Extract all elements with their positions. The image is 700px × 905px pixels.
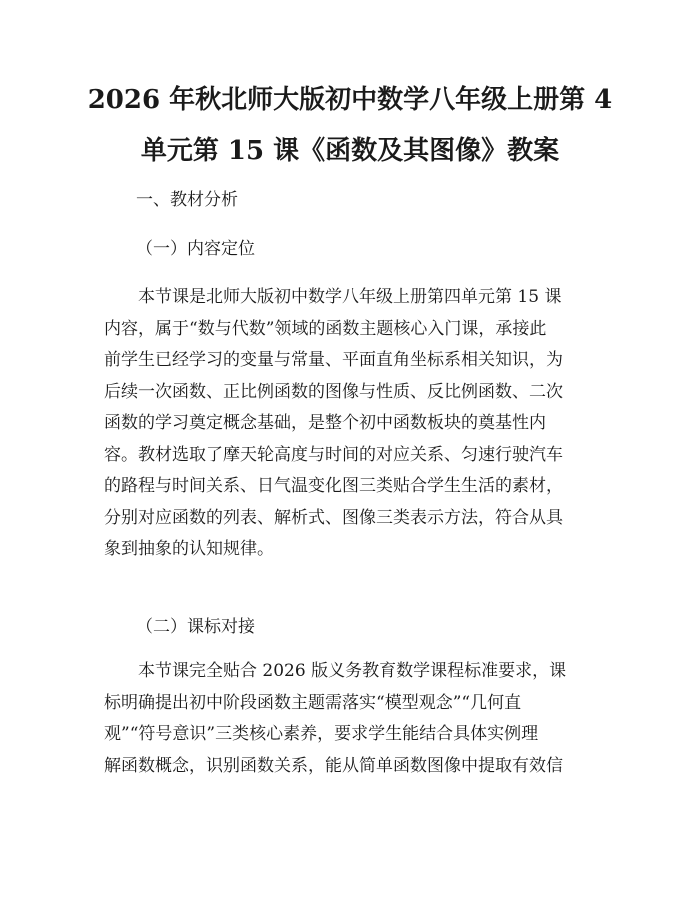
paragraph-curriculum-alignment	[104, 656, 604, 782]
paragraph-line: 容。教材选取了摩天轮高度与时间的对应关系、匀速行驶汽车	[104, 444, 563, 465]
paragraph-line: 前学生已经学习的变量与常量、平面直角坐标系相关知识，为	[104, 350, 563, 370]
paragraph-line: 后续一次函数、正比例函数的图像与性质、反比例函数、二次	[104, 381, 563, 402]
document-title-line-2: 单元第 15 课《函数及其图像》教案	[140, 136, 560, 166]
paragraph-line: 函数的学习奠定概念基础，是整个初中函数板块的奠基性内	[104, 413, 546, 433]
paragraph-line: 象到抽象的认知规律。	[104, 539, 274, 559]
section-heading-textbook-analysis: 一、教材分析	[136, 190, 238, 210]
paragraph-line: 标明确提出初中阶段函数主题需落实“模型观念”“几何直	[104, 692, 522, 713]
paragraph-line: 本节课是北师大版初中数学八年级上册第四单元第 15 课	[138, 287, 562, 307]
subsection-heading-content-positioning: （一）内容定位	[136, 239, 255, 259]
paragraph-line: 内容，属于“数与代数”领域的函数主题核心入门课，承接此	[104, 318, 547, 339]
paragraph-line: 观”“符号意识”三类核心素养，要求学生能结合具体实例理	[104, 724, 539, 744]
subsection-heading-curriculum-alignment: （二）课标对接	[136, 617, 255, 637]
paragraph-content-positioning	[104, 282, 604, 566]
paragraph-line: 解函数概念，识别函数关系，能从简单函数图像中提取有效信	[104, 755, 563, 776]
paragraph-line: 本节课完全贴合 2026 版义务教育数学课程标准要求，课	[138, 661, 567, 681]
document-title-line-1: 2026 年秋北师大版初中数学八年级上册第 4	[87, 85, 613, 115]
paragraph-line: 分别对应函数的列表、解析式、图像三类表示方法，符合从具	[104, 507, 563, 528]
paragraph-line: 的路程与时间关系、日气温变化图三类贴合学生生活的素材，	[104, 476, 563, 496]
